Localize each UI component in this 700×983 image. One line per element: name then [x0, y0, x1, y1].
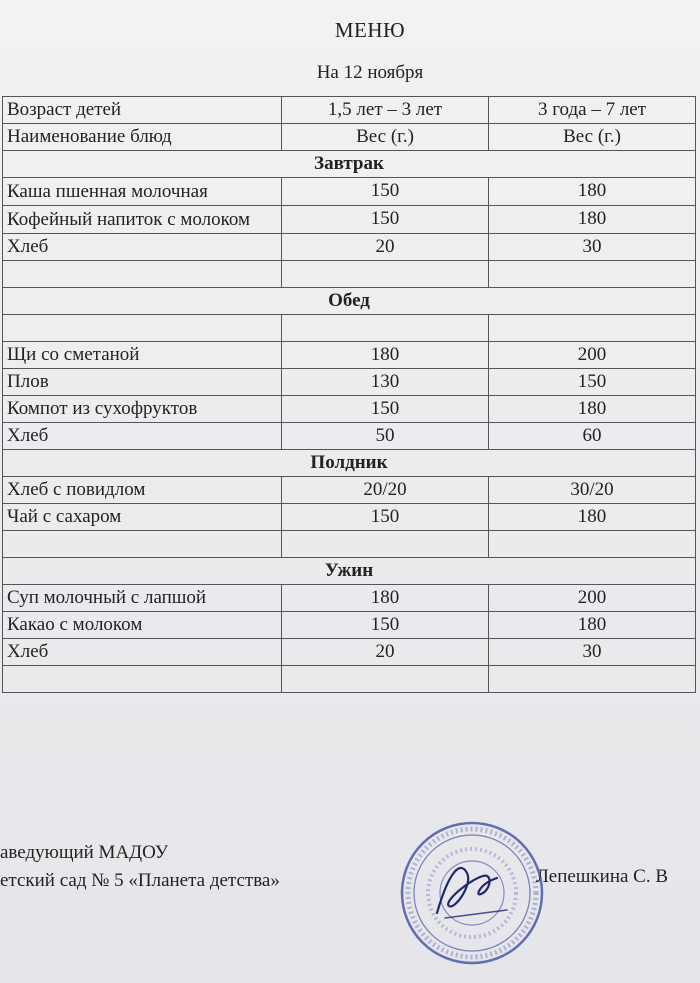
- signer-position-line2: етский сад № 5 «Планета детства»: [0, 870, 280, 891]
- weight-1: 180: [282, 585, 489, 612]
- age-group-1: 1,5 лет – 3 лет: [282, 97, 489, 124]
- empty-row: [3, 666, 696, 693]
- official-seal-icon: [397, 818, 547, 968]
- dish-name: Какао с молоком: [3, 612, 282, 639]
- header-row-weight: [3, 124, 696, 151]
- section-title-dinner: Ужин: [3, 558, 696, 585]
- dish-name: Плов: [3, 369, 282, 396]
- table-row: [3, 396, 696, 423]
- empty-cell: [282, 531, 489, 558]
- menu-table: [2, 96, 696, 693]
- table-row: [3, 639, 696, 666]
- section-row: [3, 558, 696, 585]
- table-row: [3, 206, 696, 234]
- empty-cell: [282, 261, 489, 288]
- weight-2: 200: [489, 585, 696, 612]
- empty-cell: [282, 666, 489, 693]
- dish-name: Каша пшенная молочная: [3, 178, 282, 206]
- weight-2: 200: [489, 342, 696, 369]
- weight-2: 60: [489, 423, 696, 450]
- section-title-lunch: Обед: [3, 288, 696, 315]
- age-label: Возраст детей: [3, 97, 282, 124]
- empty-cell: [489, 531, 696, 558]
- table-row: [3, 234, 696, 261]
- weight-label-1: Вес (г.): [282, 124, 489, 151]
- dish-name: Хлеб: [3, 639, 282, 666]
- weight-1: 180: [282, 342, 489, 369]
- table-row: [3, 369, 696, 396]
- weight-2: 150: [489, 369, 696, 396]
- weight-1: 150: [282, 612, 489, 639]
- age-group-2: 3 года – 7 лет: [489, 97, 696, 124]
- page-title: МЕНЮ: [334, 18, 406, 42]
- weight-label-2: Вес (г.): [489, 124, 696, 151]
- table-row: [3, 178, 696, 206]
- dish-name: Хлеб: [3, 423, 282, 450]
- section-title-breakfast: Завтрак: [3, 151, 696, 178]
- section-row: [3, 288, 696, 315]
- dish-name: Компот из сухофруктов: [3, 396, 282, 423]
- weight-1: 150: [282, 504, 489, 531]
- weight-1: 150: [282, 178, 489, 206]
- dish-name: Кофейный напиток с молоком: [3, 206, 282, 234]
- table-row: [3, 477, 696, 504]
- dish-name: Хлеб: [3, 234, 282, 261]
- empty-cell: [3, 666, 282, 693]
- empty-cell: [3, 315, 282, 342]
- dish-name: Чай с сахаром: [3, 504, 282, 531]
- weight-2: 180: [489, 178, 696, 206]
- weight-2: 180: [489, 206, 696, 234]
- dish-name: Хлеб с повидлом: [3, 477, 282, 504]
- table-row: [3, 585, 696, 612]
- weight-1: 150: [282, 206, 489, 234]
- dish-name: Суп молочный с лапшой: [3, 585, 282, 612]
- weight-2: 30: [489, 234, 696, 261]
- weight-1: 150: [282, 396, 489, 423]
- table-row: [3, 342, 696, 369]
- empty-row: [3, 261, 696, 288]
- table-row: [3, 423, 696, 450]
- weight-2: 180: [489, 504, 696, 531]
- weight-2: 180: [489, 396, 696, 423]
- dish-name-label: Наименование блюд: [3, 124, 282, 151]
- signer-name: Лепешкина С. В: [536, 866, 669, 887]
- weight-1: 130: [282, 369, 489, 396]
- section-title-snack: Полдник: [3, 450, 696, 477]
- empty-row: [3, 531, 696, 558]
- empty-cell: [489, 315, 696, 342]
- section-row: [3, 151, 696, 178]
- weight-1: 50: [282, 423, 489, 450]
- weight-1: 20/20: [282, 477, 489, 504]
- empty-cell: [3, 531, 282, 558]
- table-row: [3, 504, 696, 531]
- empty-cell: [489, 666, 696, 693]
- weight-2: 30/20: [489, 477, 696, 504]
- weight-1: 20: [282, 234, 489, 261]
- signer-position-line1: аведующий МАДОУ: [0, 842, 169, 863]
- weight-1: 20: [282, 639, 489, 666]
- weight-2: 30: [489, 639, 696, 666]
- table-row: [3, 612, 696, 639]
- empty-cell: [3, 261, 282, 288]
- dish-name: Щи со сметаной: [3, 342, 282, 369]
- weight-2: 180: [489, 612, 696, 639]
- empty-row: [3, 315, 696, 342]
- menu-date: На 12 ноября: [316, 62, 424, 83]
- empty-cell: [489, 261, 696, 288]
- empty-cell: [282, 315, 489, 342]
- header-row-age: [3, 97, 696, 124]
- section-row: [3, 450, 696, 477]
